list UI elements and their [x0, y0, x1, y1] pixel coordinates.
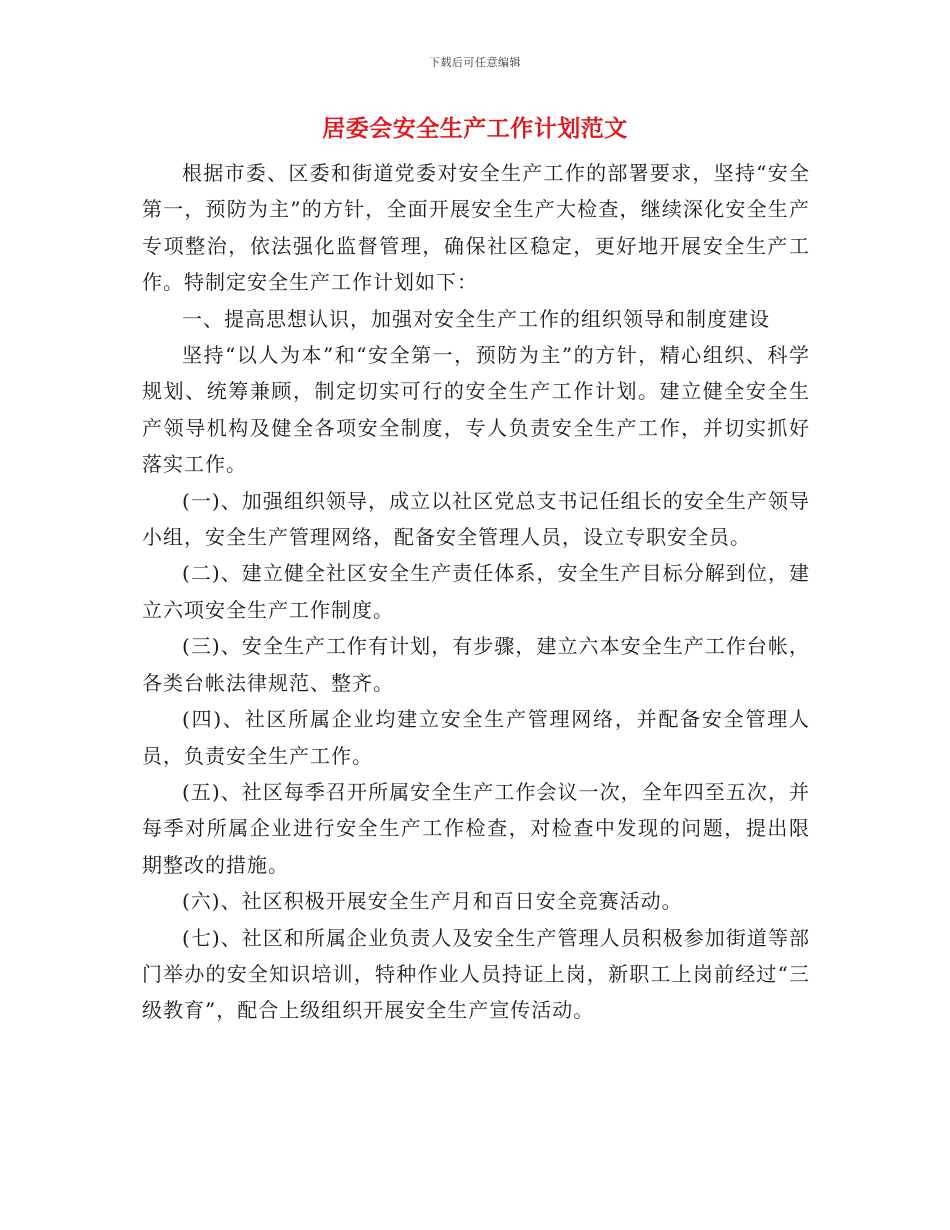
section-paragraph: 坚持“以人为本”和“安全第一，预防为主”的方针，精心组织、科学规划、统筹兼顾，制定切实可行的安全生产工作计划。建立健全安全生产领导机构及健全各项安全制度，专人负责安全生产工作，并切实抓好落实工作。	[142, 343, 810, 477]
document-body	[142, 155, 810, 1029]
document-title: 居委会安全生产工作计划范文	[322, 115, 628, 142]
item-3-paragraph: (三)、安全生产工作有计划，有步骤，建立六本安全生产工作台帐，各类台帐法律规范、整齐。	[142, 634, 810, 695]
item-6-paragraph: (六)、社区积极开展安全生产月和百日安全竞赛活动。	[182, 889, 683, 914]
section-heading: 一、提高思想认识，加强对安全生产工作的组织领导和制度建设	[182, 306, 770, 331]
item-2-paragraph: (二)、建立健全社区安全生产责任体系，安全生产目标分解到位，建立六项安全生产工作制度。	[142, 561, 810, 622]
item-7-paragraph: (七)、社区和所属企业负责人及安全生产管理人员积极参加街道等部门举办的安全知识培训，特种作业人员持证上岗，新职工上岗前经过“三级教育”，配合上级组织开展安全生产宣传活动。	[142, 925, 810, 1023]
item-1-paragraph: (一)、加强组织领导，成立以社区党总支书记任组长的安全生产领导小组，安全生产管理网络，配备安全管理人员，设立专职安全员。	[142, 488, 810, 550]
header-note: 下载后可任意编辑	[429, 56, 521, 69]
intro-paragraph: 根据市委、区委和街道党委对安全生产工作的部署要求，坚持“安全第一，预防为主”的方针，全面开展安全生产大检查，继续深化安全生产专项整治，依法强化监督管理，确保社区稳定，更好地开展安全生产工作。特制定安全生产工作计划如下：	[142, 161, 810, 295]
item-5-paragraph: (五)、社区每季召开所属安全生产工作会议一次，全年四至五次，并每季对所属企业进行安全生产工作检查，对检查中发现的问题，提出限期整改的措施。	[142, 779, 810, 877]
item-4-paragraph: (四)、社区所属企业均建立安全生产管理网络，并配备安全管理人员，负责安全生产工作。	[142, 707, 810, 768]
